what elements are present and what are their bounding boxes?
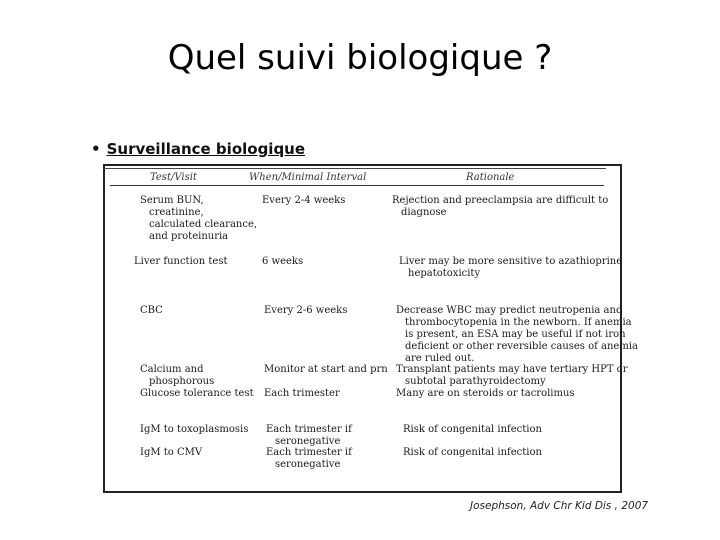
cell-line: Rejection and preeclampsia are difficult to	[392, 195, 609, 206]
cell-line: thrombocytopenia in the newborn. If anemia	[405, 317, 632, 328]
bullet-heading	[91, 140, 305, 158]
cell-line: seronegative	[275, 436, 341, 447]
row-1-when	[262, 195, 345, 207]
row-6-when	[266, 424, 352, 448]
cell-line: IgM to CMV	[140, 447, 203, 458]
cell-line: 6 weeks	[262, 256, 304, 267]
cell-line: Every 2-6 weeks	[264, 305, 348, 316]
row-7-rationale	[403, 447, 542, 459]
cell-line: Decrease WBC may predict neutropenia and	[396, 305, 623, 316]
bullet-heading-text: Surveillance biologique	[106, 140, 306, 158]
row-2-rationale	[399, 256, 622, 280]
row-5-when	[264, 388, 340, 400]
cell-line: and proteinuria	[149, 231, 229, 242]
source-citation: Josephson, Adv Chr Kid Dis , 2007	[470, 500, 649, 512]
cell-line: are ruled out.	[405, 353, 475, 364]
slide-title: Quel suivi biologique ?	[167, 38, 553, 78]
cell-line: Liver may be more sensitive to azathioprine	[399, 256, 623, 267]
row-7-test	[140, 447, 202, 459]
cell-line: seronegative	[275, 459, 341, 470]
cell-line: Each trimester	[264, 388, 340, 399]
row-5-test	[140, 388, 254, 400]
row-5-rationale	[396, 388, 575, 400]
header-rationale: Rationale	[466, 172, 515, 183]
header-when: When/Minimal Interval	[249, 172, 367, 183]
cell-line: Calcium and	[140, 364, 204, 375]
row-4-test	[140, 364, 214, 388]
cell-line: IgM to toxoplasmosis	[140, 424, 249, 435]
header-test: Test/Visit	[150, 172, 197, 183]
cell-line: Risk of congenital infection	[403, 424, 542, 435]
header-rule	[110, 185, 604, 186]
row-3-test	[140, 305, 163, 317]
cell-line: Serum BUN,	[140, 195, 204, 206]
row-6-test	[140, 424, 248, 436]
cell-line: Every 2-4 weeks	[262, 195, 346, 206]
table-top-rule	[103, 168, 606, 169]
row-1-rationale	[392, 195, 608, 219]
cell-line: calculated clearance,	[149, 219, 258, 230]
row-1-test	[140, 195, 257, 243]
cell-line: phosphorous	[149, 376, 215, 387]
cell-line: hepatotoxicity	[408, 268, 481, 279]
cell-line: deficient or other reversible causes of anemia	[405, 341, 638, 352]
row-3-rationale	[396, 305, 638, 365]
cell-line: Each trimester if	[266, 424, 352, 435]
row-2-test	[134, 256, 228, 268]
cell-line: Risk of congenital infection	[403, 447, 542, 458]
row-7-when	[266, 447, 352, 471]
cell-line: Many are on steroids or tacrolimus	[396, 388, 575, 399]
cell-line: Transplant patients may have tertiary HPT or	[396, 364, 628, 375]
cell-line: Each trimester if	[266, 447, 352, 458]
row-6-rationale	[403, 424, 542, 436]
cell-line: subtotal parathyroidectomy	[405, 376, 546, 387]
cell-line: Glucose tolerance test	[140, 388, 254, 399]
cell-line: diagnose	[401, 207, 447, 218]
bullet-marker: •	[91, 140, 101, 158]
row-4-rationale	[396, 364, 627, 388]
cell-line: creatinine,	[149, 207, 204, 218]
cell-line: Liver function test	[134, 256, 228, 267]
cell-line: is present, an ESA may be useful if not iron	[405, 329, 626, 340]
row-2-when	[262, 256, 303, 268]
row-4-when	[264, 364, 388, 376]
cell-line: Monitor at start and prn	[264, 364, 388, 375]
cell-line: CBC	[140, 305, 163, 316]
row-3-when	[264, 305, 347, 317]
